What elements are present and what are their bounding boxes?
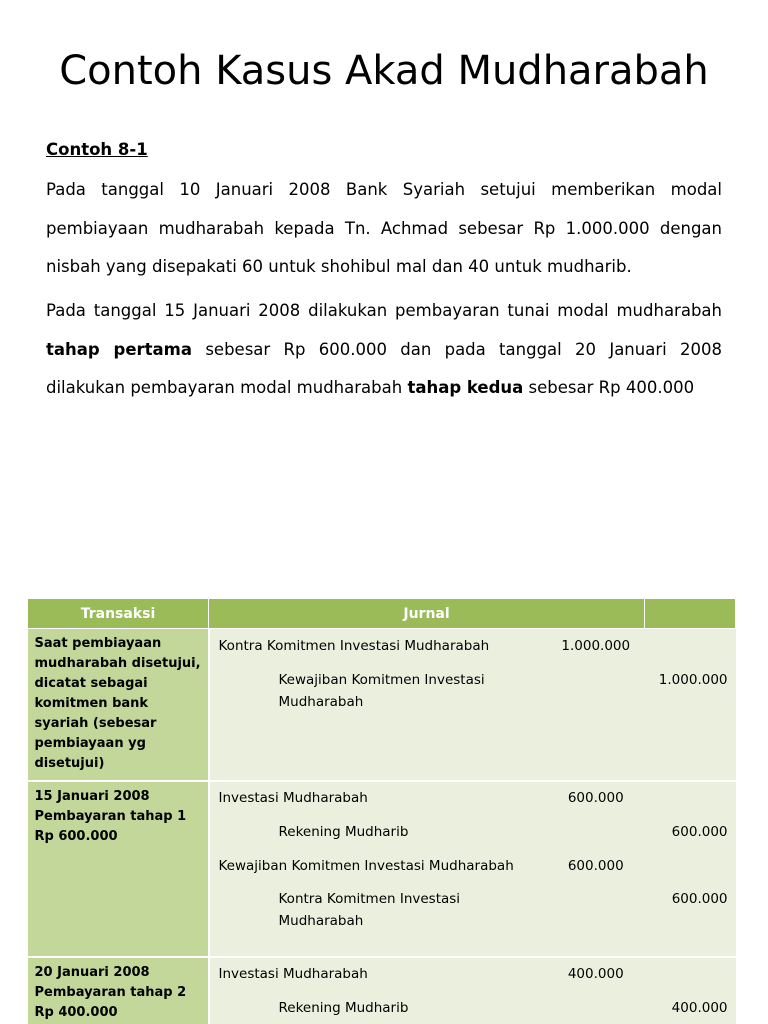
journal-line: [210, 997, 736, 1019]
transaksi-cell: 20 Januari 2008 Pembayaran tahap 2 Rp 400.000: [28, 957, 209, 1024]
credit-value: 400.000: [671, 999, 728, 1016]
paragraph-2-bold-2: tahap kedua: [407, 378, 524, 397]
journal-line: [210, 821, 736, 843]
debit-value: 600.000: [567, 789, 624, 806]
account-name: Investasi Mudharabah: [218, 789, 368, 806]
paragraph-1: Pada tanggal 10 Januari 2008 Bank Syariah setujui memberikan modal pembiayaan mudharabah kepada Tn. Achmad sebesar Rp 1.000.000 dengan nisbah yang disepakati 60 untuk shohibul mal dan 40 untuk mudharib.: [46, 180, 722, 276]
paragraph-2-text-2: sebesar Rp 600.000 dan pada tanggal 20 Januari 2008 dilakukan pembayaran modal mudharabah: [46, 339, 722, 397]
transaksi-cell: Saat pembiayaan mudharabah disetujui, dicatat sebagai komitmen bank syariah (sebesar pembiayaan yg disetujui): [28, 629, 209, 781]
journal-line: [210, 963, 736, 985]
jurnal-cell: [209, 957, 736, 1024]
account-name: Kontra Komitmen Investasi Mudharabah: [278, 890, 461, 929]
journal-line: [210, 635, 736, 657]
table-row: [28, 781, 736, 957]
account-name: Kewajiban Komitmen Investasi Mudharabah: [218, 857, 514, 874]
journal-table: [27, 598, 735, 1024]
page-title: Contoh Kasus Akad Mudharabah: [59, 48, 709, 94]
journal-line: [210, 855, 736, 877]
paragraph-2-text-1: Pada tanggal 15 Januari 2008 dilakukan pembayaran tunai modal mudharabah: [46, 301, 722, 320]
table-row: [28, 957, 736, 1024]
debit-value: 600.000: [567, 857, 624, 874]
debit-value: 400.000: [567, 965, 624, 982]
paragraph-2: [46, 292, 722, 408]
credit-value: 1.000.000: [658, 672, 728, 688]
credit-value: 600.000: [671, 823, 728, 840]
header-transaksi: Transaksi: [28, 599, 209, 629]
journal-line: [210, 669, 736, 713]
header-blank: [645, 599, 736, 629]
jurnal-cell: [209, 629, 736, 781]
account-name: Kewajiban Komitmen Investasi Mudharabah: [278, 672, 485, 710]
account-name: Rekening Mudharib: [278, 999, 409, 1016]
account-name: Investasi Mudharabah: [218, 965, 368, 982]
transaksi-cell: 15 Januari 2008 Pembayaran tahap 1 Rp 600.000: [28, 781, 209, 957]
example-heading: Contoh 8-1: [46, 140, 148, 159]
jurnal-cell: [209, 781, 736, 957]
paragraph-2-text-3: sebesar Rp 400.000: [523, 378, 695, 397]
debit-value: 1.000.000: [561, 638, 631, 654]
journal-line: [210, 787, 736, 809]
account-name: Rekening Mudharib: [278, 823, 409, 840]
journal-line: [210, 888, 736, 932]
credit-value: 600.000: [671, 890, 728, 907]
paragraph-2-bold-1: tahap pertama: [46, 339, 193, 359]
header-jurnal: Jurnal: [209, 599, 645, 629]
account-name: Kontra Komitmen Investasi Mudharabah: [218, 638, 490, 654]
table-row: [28, 629, 736, 781]
